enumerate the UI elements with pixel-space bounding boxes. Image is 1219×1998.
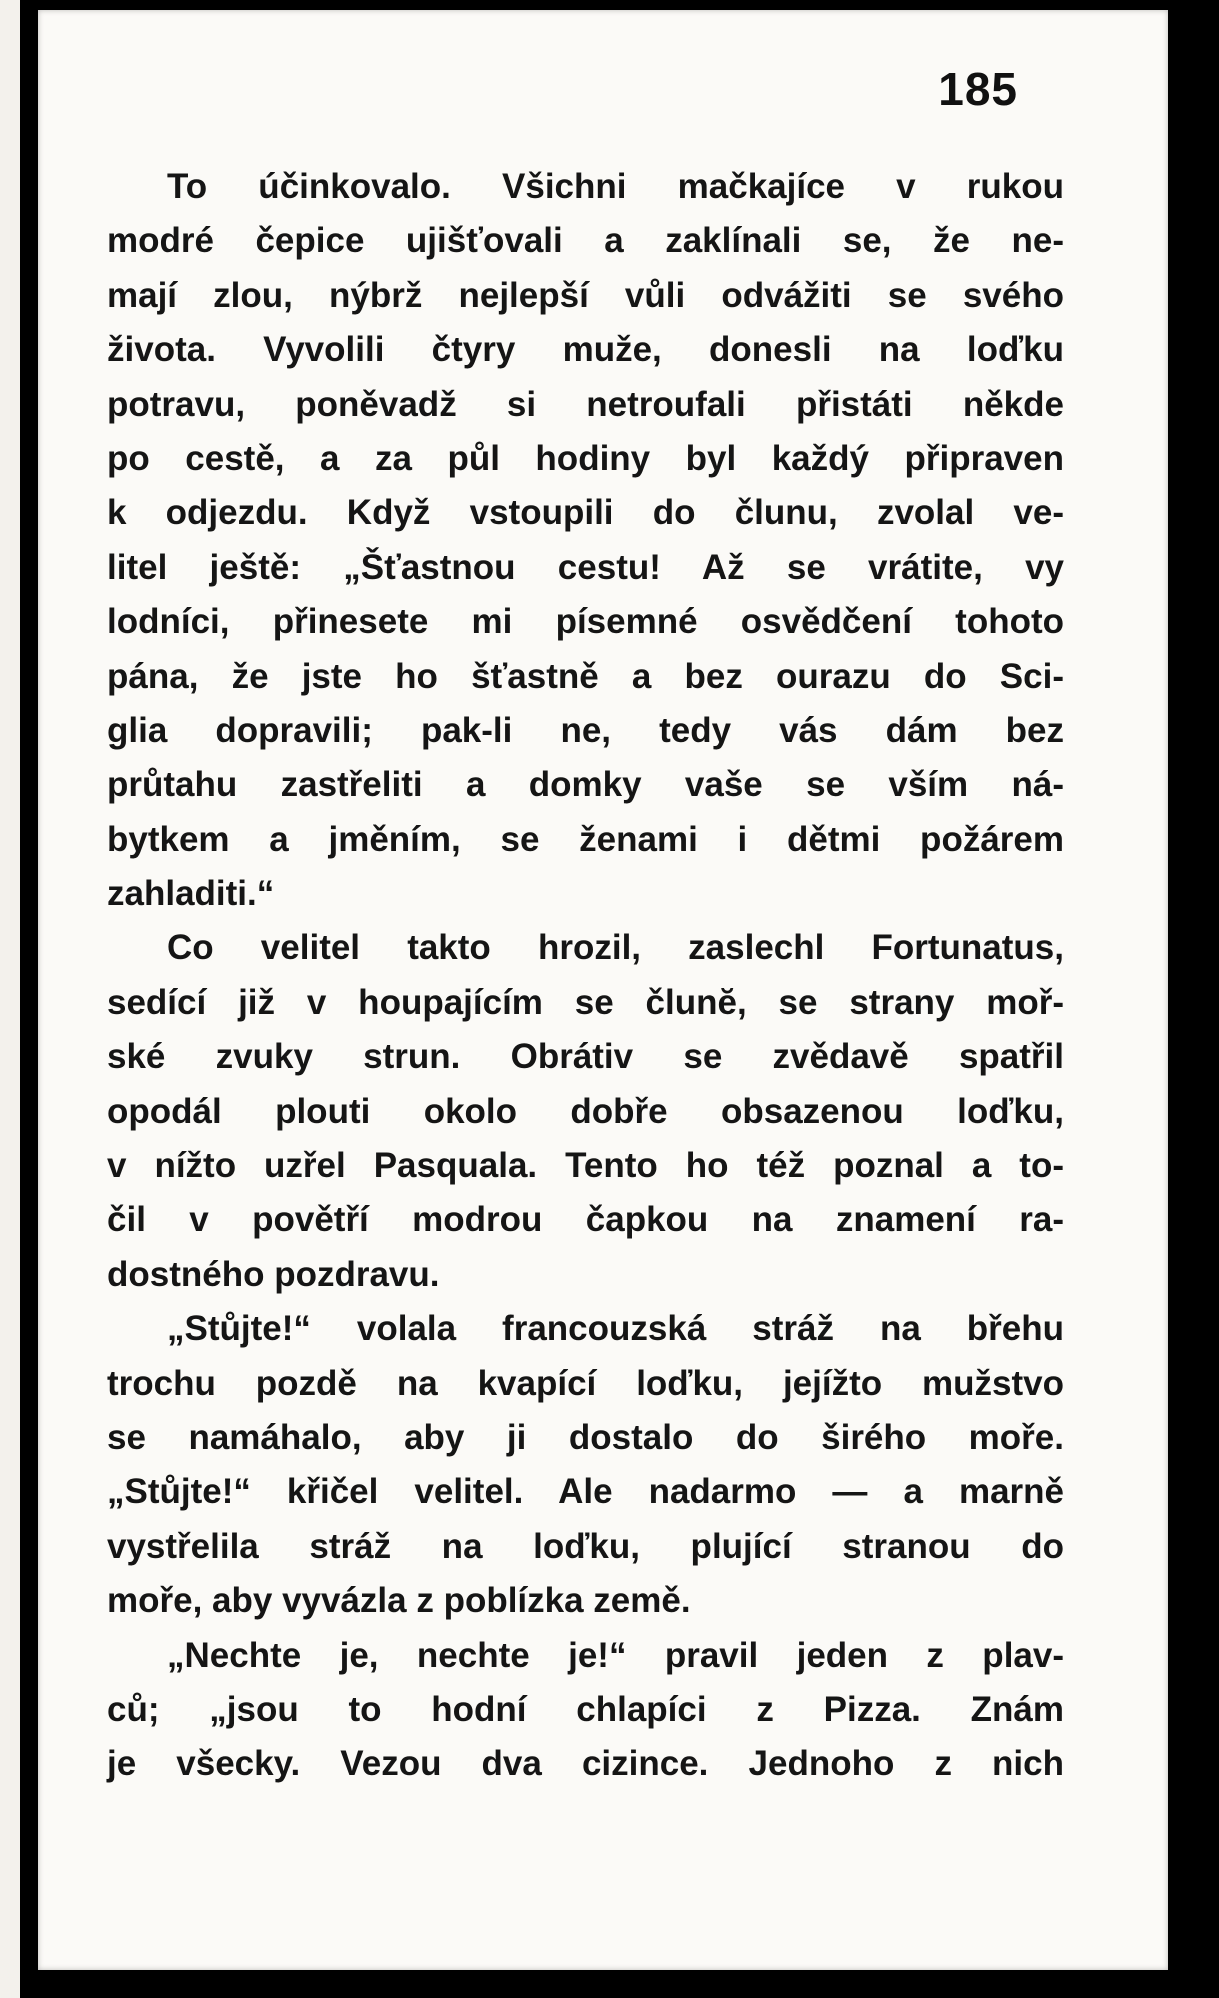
text-line: To účinkovalo. Všichni mačkajíce v rukou (167, 167, 1064, 206)
text-line: trochu pozdě na kvapící loďku, jejížto mužstvo (107, 1363, 1064, 1403)
text-line: sedící již v houpajícím se člunĕ, se strany moř- (107, 982, 1064, 1022)
text-line: průtahu zastřeliti a domky vaše se vším ná- (107, 765, 1064, 805)
text-line: života. Vyvolili čtyry muže, donesli na loďku (107, 330, 1064, 370)
text-line: potravu, poněvadž si netroufali přistáti někde (107, 384, 1064, 424)
text-line: „Stůjte!“ křičel velitel. Ale nadarmo — a marně (107, 1472, 1064, 1512)
text-line: v nížto uzřel Pasquala. Tento ho též poznal a to- (107, 1146, 1064, 1186)
adjacent-page-edge (0, 0, 20, 1998)
text-line: ců; „jsou to hodní chlapíci z Pizza. Znám (107, 1689, 1064, 1729)
text-line: k odjezdu. Když vstoupili do člunu, zvolal ve- (107, 493, 1064, 533)
text-line: mají zlou, nýbrž nejlepší vůli odvážiti se svého (107, 275, 1064, 315)
text-line: po cestě, a za půl hodiny byl každý připraven (107, 438, 1064, 478)
text-line: glia dopravili; pak-li ne, tedy vás dám bez (107, 710, 1064, 750)
text-line: je všecky. Vezou dva cizince. Jednoho z nich (107, 1744, 1064, 1784)
text-line: vystřelila stráž na loďku, plující stranou do (107, 1526, 1064, 1566)
text-line: se namáhalo, aby ji dostalo do širého moře. (107, 1417, 1064, 1457)
body-text (107, 160, 1064, 1792)
text-line: opodál plouti okolo dobře obsazenou loďku, (107, 1091, 1064, 1131)
text-line: pána, že jste ho šťastně a bez ourazu do Sci- (107, 656, 1064, 696)
text-line: zahladiti.“ (107, 874, 275, 914)
text-line: moře, aby vyvázla z poblízka země. (107, 1581, 691, 1621)
book-page (38, 10, 1168, 1970)
text-line: „Stůjte!“ volala francouzská stráž na břehu (167, 1309, 1064, 1349)
text-line: bytkem a jměním, se ženami i dětmi požárem (107, 819, 1064, 859)
text-line: Co velitel takto hrozil, zaslechl Fortunatus, (167, 928, 1064, 968)
text-line: čil v povětří modrou čapkou na znamení ra- (107, 1200, 1064, 1240)
page-number: 185 (938, 63, 1018, 115)
text-line: „Nechte je, nechte je!“ pravil jeden z plav- (167, 1635, 1064, 1675)
text-line: modré čepice ujišťovali a zaklínali se, že ne- (107, 221, 1064, 261)
text-line: litel ještě: „Šťastnou cestu! Až se vrátite, vy (107, 547, 1064, 587)
text-line: lodníci, přinesete mi písemné osvědčení tohoto (107, 602, 1064, 642)
text-line: ské zvuky strun. Obrátiv se zvědavě spatřil (107, 1037, 1064, 1077)
text-line: dostného pozdravu. (107, 1254, 440, 1294)
